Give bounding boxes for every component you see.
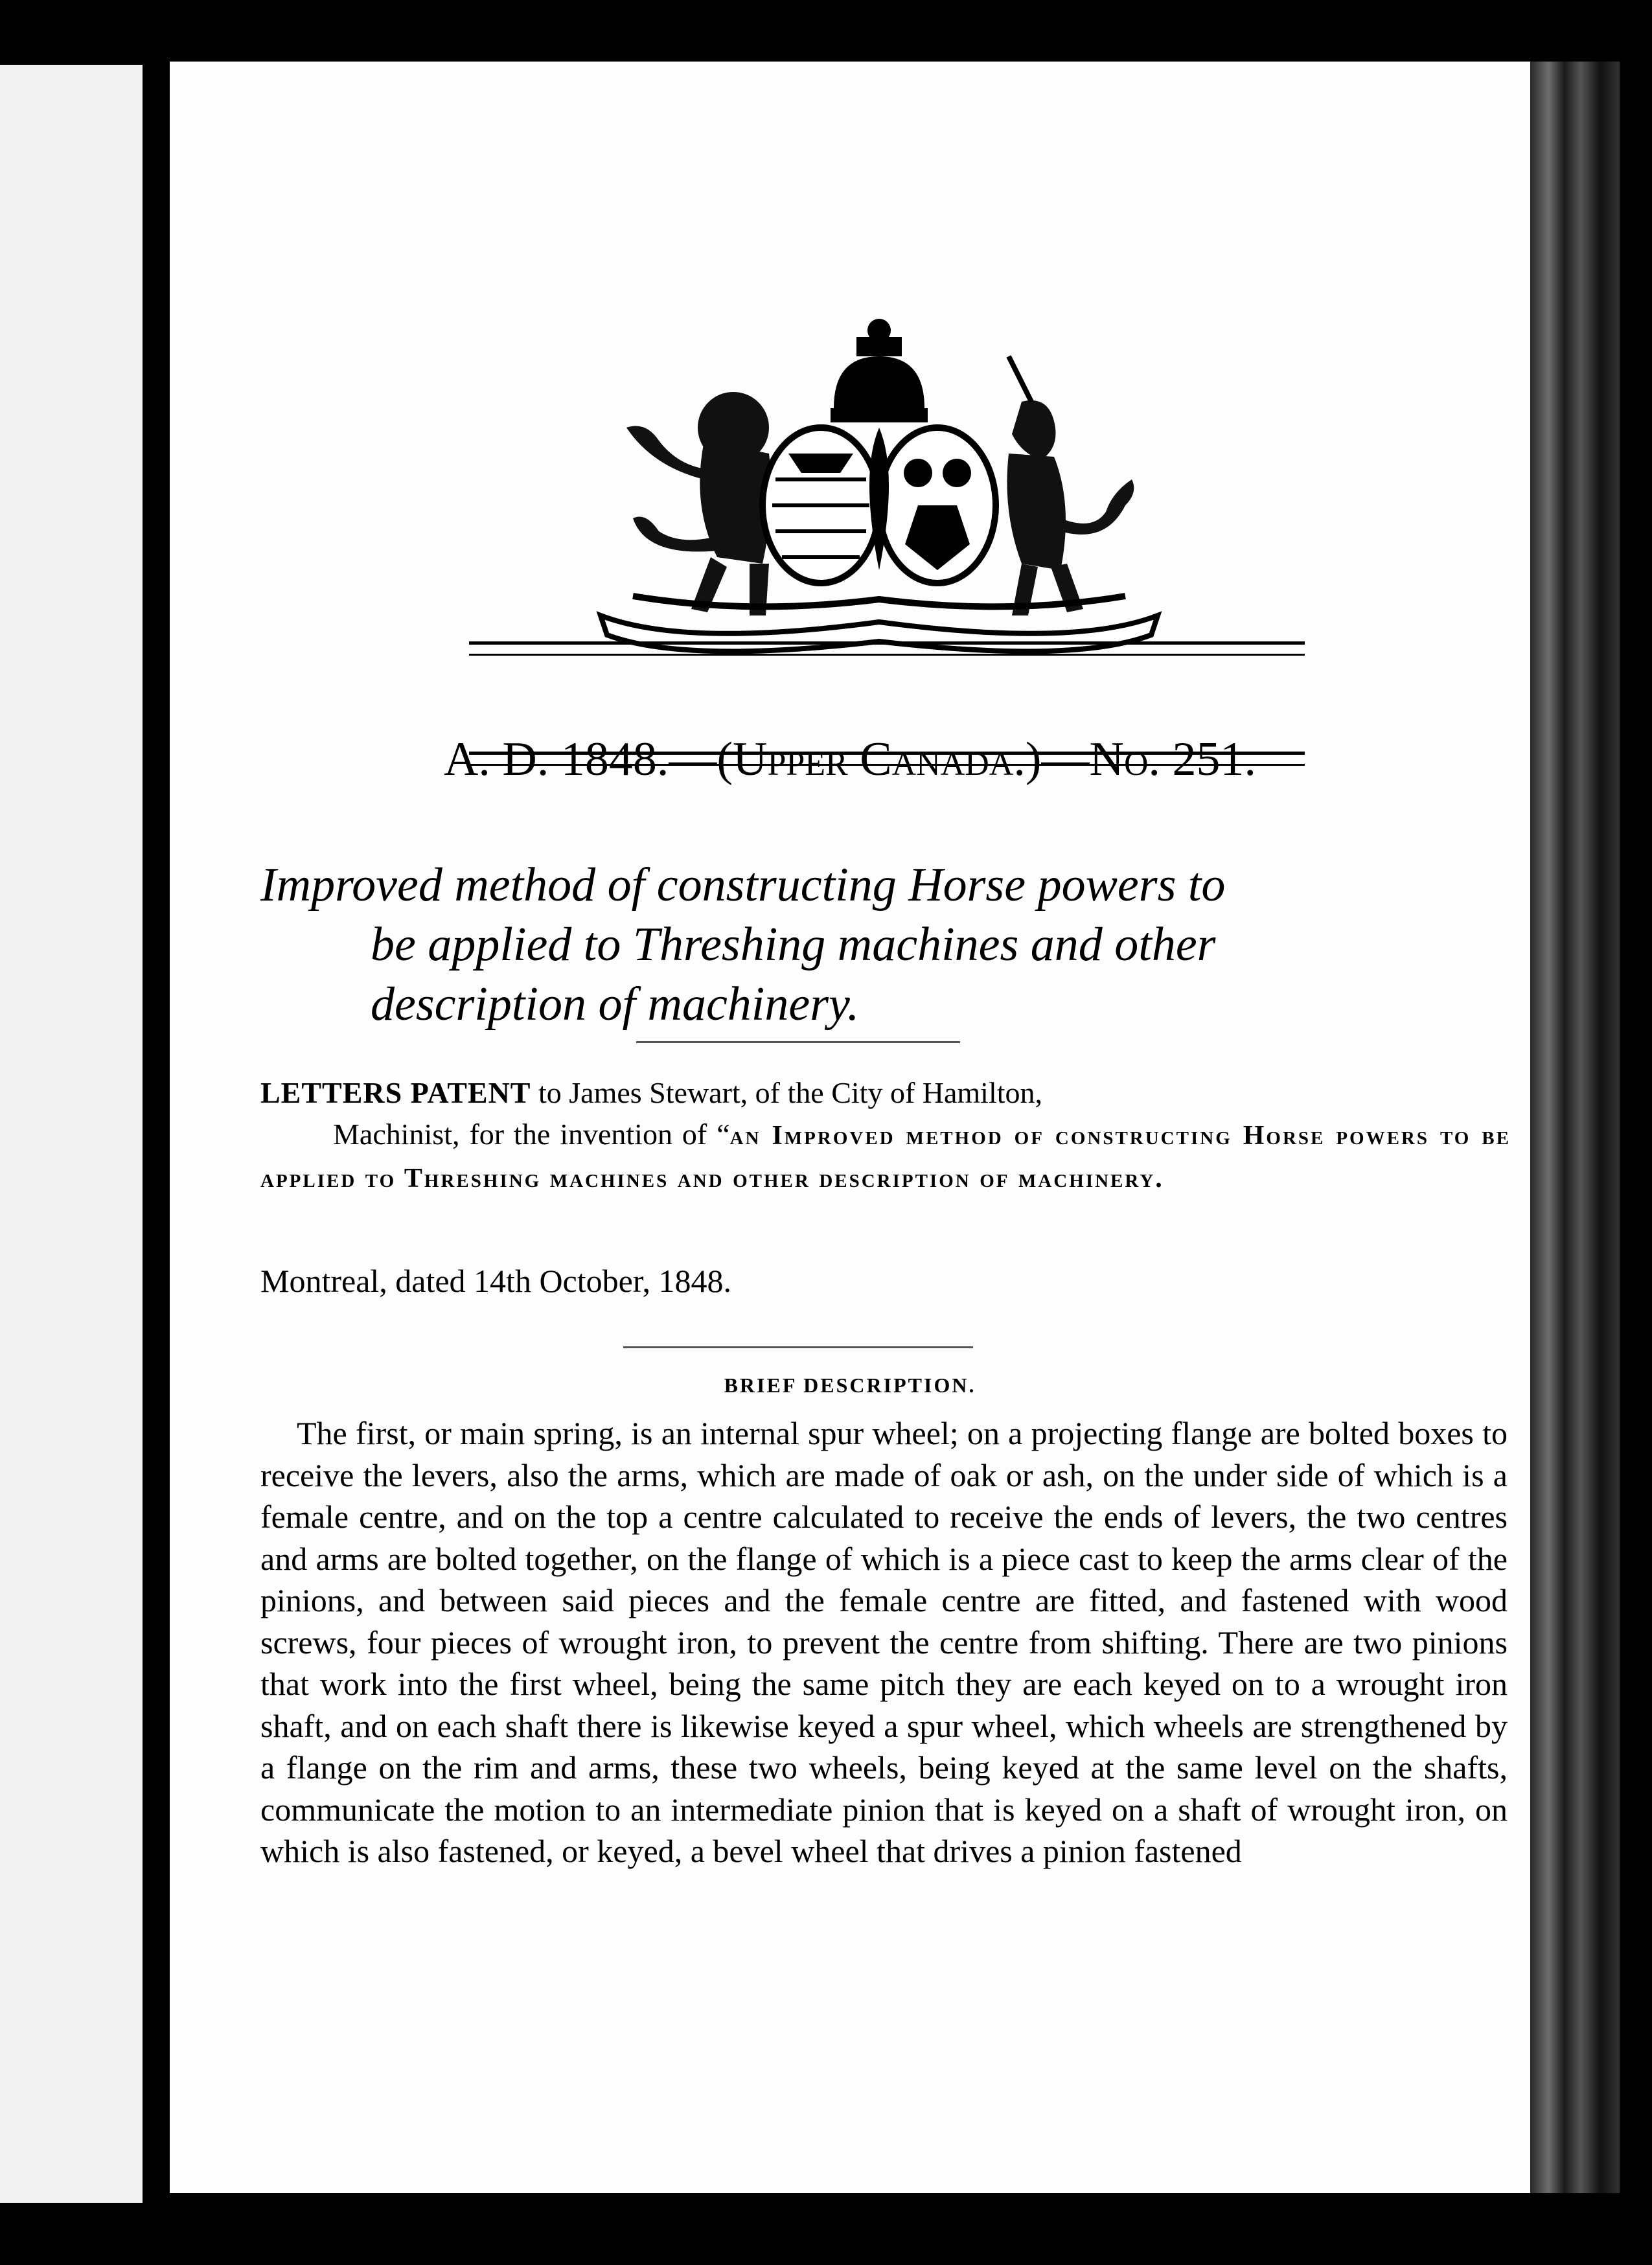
patent-title: [260, 855, 1511, 1034]
header-number: . 251.: [1148, 733, 1257, 786]
brief-description-body: The first, or main spring, is an internal spur wheel; on a projecting flange are bolted boxes to receive the levers, also the arms, which are made of oak or ash, on the under side of which is a female centre, and on the top a centre calculated to receive the ends of levers, the two centres and arms are bolted together, on the flange of which is a piece cast to keep the arms clear of the pinions, and between said pieces and the female centre are fitted, and fastened with wood screws, four pieces of wrought iron, to prevent the centre from shifting. There are two pinions that work into the first wheel, being the same pitch they are each keyed on to a wrought iron shaft, and on each shaft there is likewise keyed a spur wheel, which wheels are strengthened by a flange on the rim and arms, these two wheels, being keyed at the same level on the shafts, communicate the motion to an intermediate pinion that is keyed on a shaft of wrought iron, on which is also fastened, or keyed, a bevel wheel that drives a pinion fastened: [260, 1415, 1508, 1869]
letters-patent: [260, 1072, 1511, 1199]
letters-patent-grantee: to James Stewart, of the City of Hamilton,: [531, 1076, 1043, 1109]
title-divider: [636, 1041, 960, 1043]
adjacent-page-edge: [0, 65, 152, 2203]
brief-description-heading: BRIEF DESCRIPTION.: [724, 1374, 976, 1397]
header-bottom-rule: [469, 752, 1305, 766]
book-binding-edge: [1529, 62, 1620, 2193]
letters-patent-lead: LETTERS PATENT: [260, 1076, 531, 1109]
letters-patent-occupation: Machinist, for the invention of “: [333, 1118, 730, 1151]
header-top-rule: [469, 641, 1305, 656]
header-separator: .)—: [1013, 733, 1090, 786]
header-number-label: No: [1089, 733, 1149, 786]
letters-patent-invention: an Improved method of constructing Horse powers to be applied to Threshing machines and other description of machinery.: [260, 1121, 1511, 1193]
header-province: Upper Canada: [733, 733, 1014, 786]
header-year: A. D. 1848.—(: [443, 733, 733, 786]
title-line-2: be applied to Threshing machines and other: [371, 918, 1216, 971]
title-line-3: description of machinery.: [371, 978, 860, 1031]
title-line-1: Improved method of constructing Horse powers to: [260, 858, 1226, 912]
document-page: [170, 62, 1530, 2193]
royal-coat-of-arms-icon: [555, 311, 1203, 674]
patent-date: Montreal, dated 14th October, 1848.: [260, 1263, 731, 1299]
date-divider: [623, 1346, 973, 1348]
